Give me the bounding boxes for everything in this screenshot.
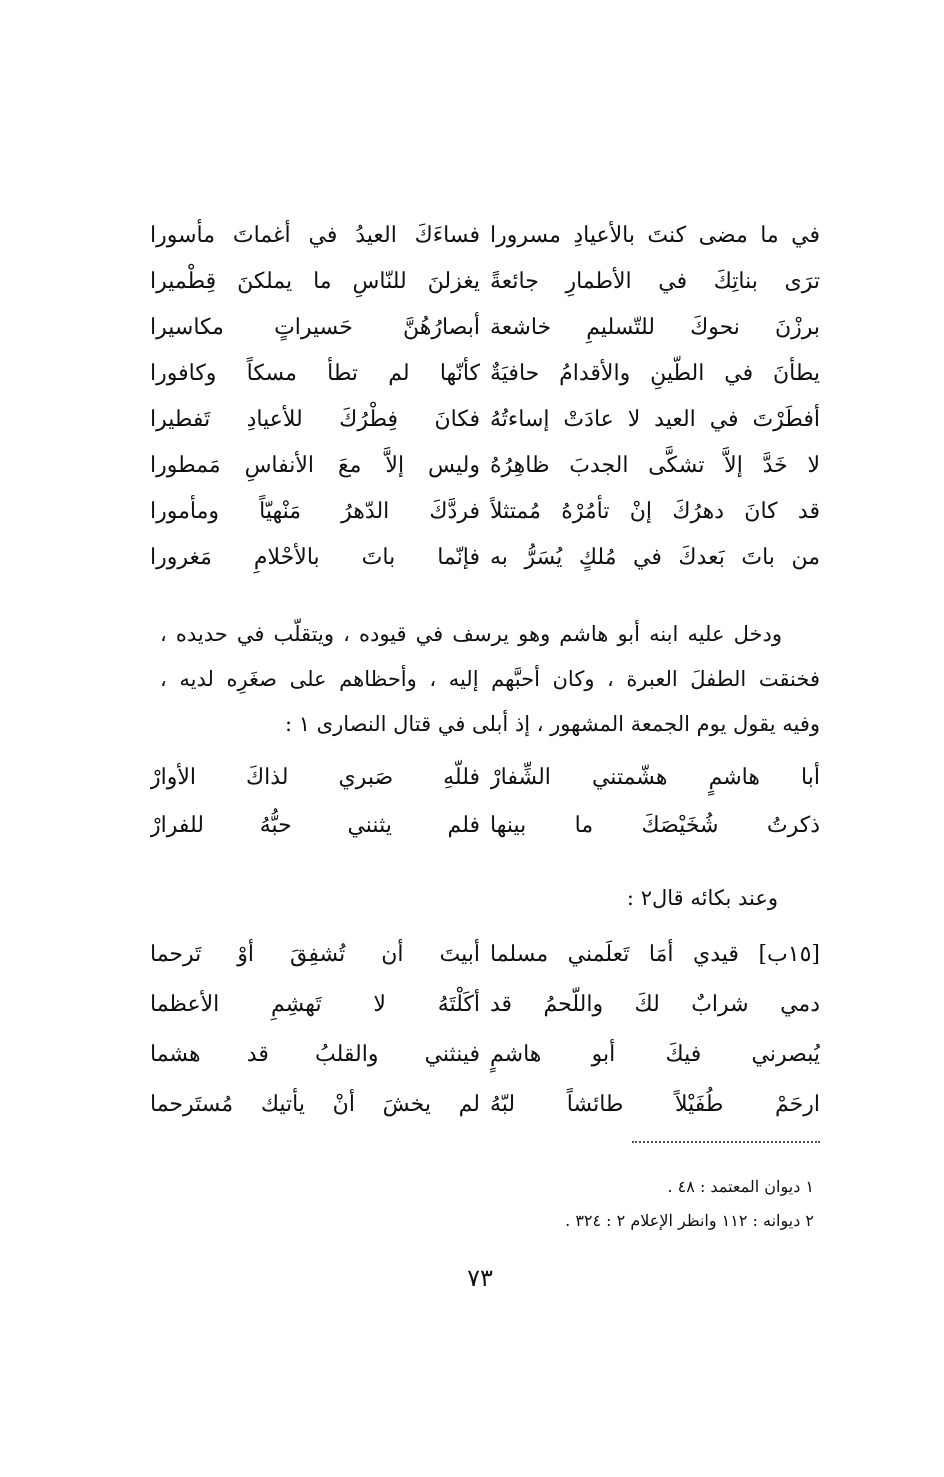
- footnote: ٢ ديوانه : ١١٢ وانظر الإعلام ٢ : ٣٢٤ .: [565, 1211, 814, 1230]
- verse-first-hemistich: ترَى بناتِكَ في الأطمارِ جائعةً: [490, 269, 820, 294]
- footnote: ١ ديوان المعتمد : ٤٨ .: [667, 1177, 814, 1196]
- verse-first-hemistich: لا خَدَّ إلاَّ تشكَّى الجدبَ ظاهِرُهُ: [490, 453, 820, 478]
- verse-first-hemistich: من باتَ بَعدكَ في مُلكٍ يُسَرُّ به: [490, 545, 820, 570]
- verse-line: [150, 446, 820, 492]
- verse-line: [150, 935, 820, 985]
- verse-first-hemistich: ارحَمْ طُفَيْلاً طائشاً لبّهُ: [490, 1092, 820, 1117]
- verse-second-hemistich: فلم يثنني حبُّهُ للفرارْ: [150, 813, 480, 838]
- verse-first-hemistich: يطأنَ في الطّينِ والأقدامُ حافيَةٌ: [490, 361, 820, 386]
- verse-second-hemistich: فينثني والقلبُ قد هشما: [150, 1042, 480, 1067]
- page-number: ٧٣: [467, 1264, 493, 1292]
- verse-second-hemistich: أكَلْتَهُ لا تَهشِمِ الأعظما: [150, 992, 480, 1017]
- verse-first-hemistich: يُبصرني فيكَ أبو هاشمٍ: [490, 1042, 820, 1067]
- footnote-separator: [632, 1141, 820, 1143]
- verse-line: [150, 492, 820, 538]
- verse-line: [150, 758, 820, 806]
- verse-line: [150, 216, 820, 262]
- prose-line: فخنقت الطفلَ العبرة ، وكان أحبَّهم إليه ، وأحظاهم على صغَرِه لديه ،: [160, 667, 820, 691]
- poem-second: [150, 758, 820, 854]
- verse-second-hemistich: أبيتَ أن تُشفِقَ أوْ تَرحما: [150, 942, 480, 967]
- verse-second-hemistich: كأنّها لم تطأ مسكاً وكافورا: [150, 361, 480, 386]
- poem-first: [150, 216, 820, 584]
- verse-second-hemistich: يغزلنَ للنّاسِ ما يملكنَ قِطْميرا: [150, 269, 480, 294]
- verse-first-hemistich: أبا هاشمٍ هشّمتني الشِّفارْ: [490, 765, 820, 790]
- verse-second-hemistich: أبصارُهُنَّ حَسيراتٍ مكاسيرا: [150, 315, 480, 340]
- verse-second-hemistich: وليس إلاَّ معَ الأنفاسِ مَمطورا: [150, 453, 480, 478]
- verse-line: [150, 308, 820, 354]
- verse-second-hemistich: فردَّكَ الدّهرُ مَنْهيّاً ومأمورا: [150, 499, 480, 524]
- verse-first-hemistich: ذكرتُ شُخَيْصَكَ ما بينها: [490, 813, 820, 838]
- prose-line: وفيه يقول يوم الجمعة المشهور ، إذ أبلى في قتال النصارى ١ :: [284, 712, 820, 736]
- verse-first-hemistich: برزْنَ نحوكَ للتّسليمِ خاشعة: [490, 315, 820, 340]
- verse-first-hemistich: أفطَرْتَ في العيد لا عادَتْ إساءتُهُ: [490, 407, 820, 432]
- verse-second-hemistich: فكانَ فِطْرُكَ للأعيادِ تَفطيرا: [150, 407, 480, 432]
- verse-line: [150, 1085, 820, 1135]
- verse-line: [150, 806, 820, 854]
- verse-first-hemistich: قد كانَ دهرُكَ إنْ تأمُرْهُ مُمتثلاً: [490, 499, 820, 524]
- verse-first-hemistich: في ما مضى كنتَ بالأعيادِ مسرورا: [490, 223, 820, 248]
- intro-line: وعند بكائه قال٢ :: [626, 886, 778, 910]
- verse-second-hemistich: فإنّما باتَ بالأحْلامِ مَغرورا: [150, 545, 480, 570]
- verse-line: [150, 400, 820, 446]
- verse-line: [150, 354, 820, 400]
- verse-second-hemistich: فساءَكَ العيدُ في أغماتَ مأسورا: [150, 223, 480, 248]
- verse-line: [150, 538, 820, 584]
- prose-paragraph: [160, 612, 820, 747]
- verse-second-hemistich: لم يخشَ أنْ يأتيك مُستَرحما: [150, 1092, 480, 1117]
- verse-line: [150, 262, 820, 308]
- verse-line: [150, 985, 820, 1035]
- prose-line: ودخل عليه ابنه أبو هاشم وهو يرسف في قيوده ، ويتقلّب في حديده ،: [160, 622, 782, 646]
- verse-line: [150, 1035, 820, 1085]
- footnotes: [394, 1170, 814, 1238]
- verse-first-hemistich: دمي شرابٌ لكَ واللّحمُ قد: [490, 992, 820, 1017]
- verse-first-hemistich: [١٥ب] قيدي أمَا تَعلَمني مسلما: [490, 942, 820, 967]
- poem-third: [150, 935, 820, 1135]
- verse-second-hemistich: فللّهِ صَبري لذاكَ الأوارْ: [150, 765, 480, 790]
